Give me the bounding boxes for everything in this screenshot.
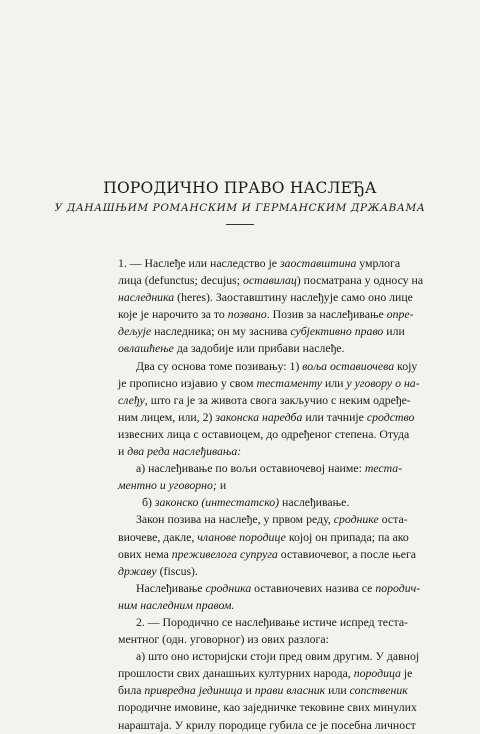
emphasized-text: преживелога супруга bbox=[171, 546, 278, 561]
text-segment: виочеве, дакле, bbox=[118, 529, 198, 544]
text-segment: (fiscus). bbox=[156, 563, 198, 578]
text-segment: лица (defunctus; decujus; bbox=[118, 273, 243, 288]
text-line bbox=[118, 717, 416, 734]
text-segment: и bbox=[118, 444, 128, 459]
text-segment: нараштаја. У крилу породице губила се је посебна личност bbox=[118, 717, 416, 732]
text-segment: или тачније bbox=[302, 409, 367, 424]
emphasized-text: заоставштина bbox=[279, 256, 357, 270]
text-line bbox=[118, 682, 408, 699]
text-segment: а) што оно историјски стоји пред овим другим. У давној bbox=[136, 649, 420, 664]
text-segment: је bbox=[400, 666, 413, 681]
text-line bbox=[118, 443, 374, 460]
text-line bbox=[118, 477, 374, 494]
text-segment: , што га је за живота свога закључио с неким одређе- bbox=[144, 392, 411, 407]
text-line bbox=[118, 375, 420, 392]
emphasized-text: у уговору о на- bbox=[346, 375, 420, 390]
text-line bbox=[118, 546, 417, 563]
text-segment: била bbox=[118, 683, 145, 698]
text-segment: или bbox=[321, 375, 347, 390]
text-line bbox=[118, 358, 418, 375]
text-segment: Закон позива на наслеђе, у првом реду, bbox=[136, 512, 334, 527]
text-segment: прошлости свих данашњих културних народа, bbox=[118, 666, 354, 681]
emphasized-text: наследника bbox=[118, 290, 175, 305]
text-line bbox=[118, 289, 413, 306]
text-segment: ним лицем, или, 2) bbox=[118, 409, 216, 424]
body-text bbox=[118, 255, 424, 734]
text-line bbox=[118, 494, 374, 511]
chapter-subtitle: У ДАНАШЊИМ РОМАНСКИМ И ГЕРМАНСКИМ ДРЖАВАМА bbox=[54, 202, 426, 214]
text-line bbox=[118, 563, 374, 580]
emphasized-text: породич- bbox=[375, 580, 421, 595]
text-segment: и bbox=[216, 478, 227, 493]
emphasized-text: сродника bbox=[205, 580, 252, 595]
text-segment: умрлога bbox=[356, 256, 401, 270]
text-segment: а) наслеђивање по вољи оставиочевој наиме: bbox=[136, 461, 365, 476]
text-line bbox=[118, 699, 417, 716]
chapter-header bbox=[0, 178, 480, 225]
text-segment: да задобије или прибави наслеђе. bbox=[173, 341, 345, 356]
emphasized-text: државу bbox=[118, 563, 157, 578]
text-segment: оставиочевих називa се bbox=[251, 580, 376, 595]
text-segment: оста- bbox=[378, 512, 408, 527]
text-segment: . Позив за наслеђивање bbox=[266, 307, 387, 322]
text-line bbox=[118, 306, 414, 323]
text-segment: 2. — Породично се наслеђивање истиче испред теста- bbox=[136, 614, 408, 629]
text-line bbox=[118, 665, 413, 682]
text-line bbox=[118, 323, 405, 340]
text-segment: б) bbox=[142, 495, 155, 510]
emphasized-text: сроднике bbox=[333, 512, 379, 527]
emphasized-text: овлашћење bbox=[118, 341, 174, 356]
text-segment: је прописно изјавио у свом bbox=[118, 375, 257, 390]
text-segment: (heres). Заоставштину наслеђује само оно лице bbox=[174, 290, 413, 305]
chapter-title: ПОРОДИЧНО ПРАВО НАСЛЕЂА bbox=[103, 179, 377, 197]
text-segment: или bbox=[325, 683, 350, 698]
emphasized-text: чланове породице bbox=[197, 529, 286, 544]
text-segment: Два су основа томе позивању: 1) bbox=[136, 358, 303, 373]
text-segment: ментног (одн. уговорног) из ових разлога: bbox=[118, 632, 329, 647]
text-line bbox=[118, 340, 374, 357]
emphasized-text: дељује bbox=[118, 324, 152, 339]
text-line bbox=[118, 580, 421, 597]
text-segment: којој он припада; па ако bbox=[285, 529, 409, 544]
text-line bbox=[118, 409, 415, 426]
emphasized-text: прави власник bbox=[254, 683, 326, 698]
emphasized-text: теста- bbox=[364, 461, 403, 476]
text-line bbox=[118, 614, 408, 631]
text-line bbox=[118, 392, 411, 409]
text-segment: или bbox=[383, 324, 405, 339]
text-line bbox=[118, 460, 403, 477]
text-segment: и bbox=[242, 683, 255, 698]
text-segment: ) посматрана у односу на bbox=[296, 273, 424, 288]
emphasized-text: два реда наслеђивања: bbox=[127, 444, 242, 459]
text-segment: ових нема bbox=[118, 546, 172, 561]
title-divider bbox=[226, 224, 254, 225]
text-segment: 1. — Наслеђе или наследство је bbox=[118, 256, 280, 270]
text-segment: Наслеђивање bbox=[136, 580, 206, 595]
text-line bbox=[118, 511, 408, 528]
text-segment: наслеђивање. bbox=[279, 495, 350, 510]
emphasized-text: сопственик bbox=[349, 683, 408, 698]
emphasized-text: ментно и уговорно; bbox=[118, 478, 217, 493]
emphasized-text: законско (интестатско) bbox=[154, 495, 280, 510]
text-segment: наследника; он му заснива bbox=[151, 324, 291, 339]
text-line bbox=[118, 648, 420, 665]
emphasized-text: тестаменту bbox=[256, 375, 322, 390]
text-segment: које је нарочито за то bbox=[118, 307, 228, 322]
text-line bbox=[118, 529, 409, 546]
emphasized-text: позвано bbox=[227, 307, 267, 322]
emphasized-text: оставилац bbox=[242, 273, 297, 288]
emphasized-text: привредна јединица bbox=[144, 683, 243, 698]
text-segment: извесних лица с оставиоцем, до одређеног степена. Отуда bbox=[118, 426, 410, 441]
text-line bbox=[118, 597, 374, 614]
emphasized-text: слеђу bbox=[118, 392, 145, 407]
emphasized-text: воља оставиочева bbox=[302, 358, 395, 373]
text-line bbox=[118, 272, 424, 289]
text-segment: породичне имовине, као заједничке тековине свих минулих bbox=[118, 700, 417, 715]
emphasized-text: опре- bbox=[386, 307, 414, 322]
text-segment: оставиочевог, а после њега bbox=[277, 546, 417, 561]
emphasized-text: сродство bbox=[366, 409, 415, 424]
text-line bbox=[118, 255, 401, 272]
text-line bbox=[118, 631, 374, 648]
text-segment: коју bbox=[394, 358, 418, 373]
emphasized-text: ним наследним правом. bbox=[118, 597, 235, 612]
emphasized-text: субјективно право bbox=[290, 324, 384, 339]
emphasized-text: породица bbox=[353, 666, 401, 681]
text-line bbox=[118, 426, 410, 443]
emphasized-text: законска наредба bbox=[215, 409, 303, 424]
